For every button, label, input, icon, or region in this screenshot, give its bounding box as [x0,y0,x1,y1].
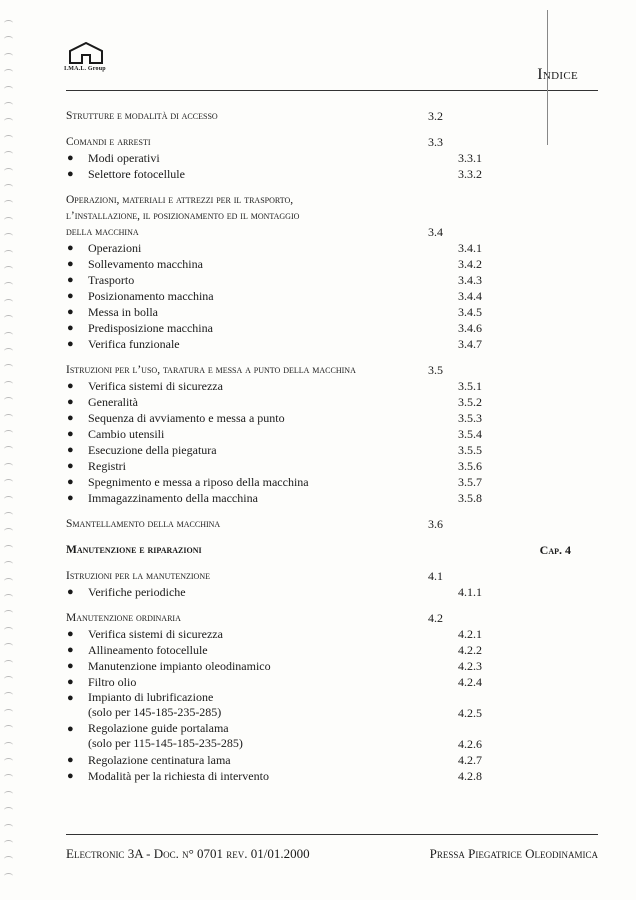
table-of-contents [66,108,606,784]
toc-section-row [66,208,606,224]
toc-item-number: 3.4.4 [458,289,482,303]
toc-item-row [66,304,606,320]
bullet-icon: ● [67,152,74,164]
binding-hole [4,250,13,256]
toc-item-title: Generalità [88,395,138,409]
binding-hole [4,856,13,862]
toc-section-title-line: Operazioni, materiali e attrezzi per il trasporto, [66,194,294,206]
binding-hole [4,102,13,108]
toc-item-row [66,150,606,166]
toc-item-number: 4.1.1 [458,585,482,599]
toc-section-title: Manutenzione e riparazioni [66,544,202,556]
bullet-icon: ● [67,660,74,672]
toc-item-number: 3.4.6 [458,321,482,335]
toc-item-number: 4.2.2 [458,643,482,657]
toc-item-row [66,458,606,474]
binding-hole [4,807,13,813]
toc-item-title: Modalità per la richiesta di intervento [88,769,269,783]
toc-item-row [66,626,606,642]
bullet-icon: ● [67,676,74,688]
binding-hole [4,200,13,206]
house-logo-icon [68,42,104,64]
toc-item-title: Selettore fotocellule [88,167,185,181]
toc-item-title: Verifica sistemi di sicurezza [88,627,223,641]
bullet-icon: ● [67,586,74,598]
binding-hole [4,36,13,42]
toc-section-title: Smantellamento della macchina [66,518,221,530]
toc-item-number: 4.2.8 [458,769,482,783]
binding-hole [4,332,13,338]
toc-item-row [66,584,606,600]
toc-item-number: 3.3.2 [458,167,482,181]
binding-hole [4,496,13,502]
toc-item-row [66,320,606,336]
toc-item-row [66,490,606,506]
toc-item-title-line: (solo per 115-145-185-235-285) [88,736,243,750]
footer-product-name: Pressa Piegatrice Oleodinamica [429,846,598,861]
toc-item-number: 4.2.4 [458,675,482,689]
toc-item-title: Operazioni [88,241,142,255]
binding-hole [4,512,13,518]
toc-section-number: 4.2 [428,611,443,625]
toc-item-number: 3.5.6 [458,459,482,473]
binding-hole [4,414,13,420]
toc-item-title: Messa in bolla [88,305,158,319]
binding-hole [4,610,13,616]
binding-hole [4,660,13,666]
toc-item-title: Predisposizione macchina [88,321,213,335]
toc-item-row [66,474,606,490]
toc-section-row [66,134,606,150]
binding-hole [4,824,13,830]
bullet-icon: ● [67,492,74,504]
toc-item-number: 3.4.7 [458,337,482,351]
toc-item-title: Manutenzione impianto oleodinamico [88,659,271,673]
toc-item-row [66,658,606,674]
bullet-icon: ● [67,322,74,334]
toc-item-title: Allineamento fotocellule [88,643,208,657]
bullet-icon: ● [67,306,74,318]
toc-item-number: 3.4.1 [458,241,482,255]
bullet-icon: ● [67,242,74,254]
binding-hole [4,446,13,452]
toc-section-title: Istruzioni per la manutenzione [66,570,210,582]
toc-item-title: Modi operativi [88,151,160,165]
toc-item-row [66,256,606,272]
toc-item-row [66,721,606,752]
toc-section-number: 3.5 [428,363,443,377]
toc-section-number: 3.4 [428,225,443,239]
binding-hole [4,791,13,797]
bullet-icon: ● [67,644,74,656]
binding-hole [4,774,13,780]
company-logo [64,42,124,72]
toc-item-title-line: Regolazione guide portalama [88,721,229,735]
toc-section-number: Cap. 4 [539,543,571,557]
toc-item-title-line: (solo per 145-185-235-285) [88,705,222,719]
binding-hole [4,758,13,764]
toc-chapter-row [66,542,606,558]
toc-item-row [66,336,606,352]
bullet-icon: ● [67,770,74,782]
binding-hole [4,676,13,682]
bullet-icon: ● [67,290,74,302]
toc-item-title: Immagazzinamento della macchina [88,491,258,505]
toc-section-title: Istruzioni per l’uso, taratura e messa a punto della macchina [66,364,356,376]
toc-section-row [66,224,606,240]
binding-hole [4,873,13,879]
binding-hole [4,528,13,534]
binding-hole [4,118,13,124]
toc-section-title-line: l’installazione, il posizionamento ed il montaggio [66,210,300,222]
binding-hole [4,348,13,354]
toc-section-number: 3.6 [428,517,443,531]
toc-item-number: 4.2.3 [458,659,482,673]
toc-item-row [66,768,606,784]
toc-section-title-line: della macchina [66,226,139,238]
toc-item-row [66,378,606,394]
toc-item-title: Spegnimento e messa a riposo della macchina [88,475,309,489]
binding-hole [4,266,13,272]
toc-item-title: Sequenza di avviamento e messa a punto [88,411,285,425]
toc-item-row [66,442,606,458]
toc-item-number: 4.2.5 [458,706,482,720]
binding-hole [4,725,13,731]
binding-hole [4,479,13,485]
binding-hole [4,20,13,26]
bullet-icon: ● [67,628,74,640]
toc-item-title: Regolazione centinatura lama [88,753,231,767]
toc-section-number: 4.1 [428,569,443,583]
toc-item-row [66,642,606,658]
toc-item-row [66,272,606,288]
logo-text: I.MA.L. Group [64,66,106,72]
toc-item-number: 3.4.2 [458,257,482,271]
toc-item-title: Filtro olio [88,675,137,689]
toc-item-title: Verifica sistemi di sicurezza [88,379,223,393]
toc-item-number: 3.4.3 [458,273,482,287]
toc-item-title [88,690,221,720]
binding-holes [4,20,16,880]
toc-section-row [66,610,606,626]
binding-hole [4,709,13,715]
bullet-icon: ● [67,444,74,456]
bullet-icon: ● [67,754,74,766]
footer-doc-info: Electronic 3A - Doc. n° 0701 rev. 01/01.2000 [66,846,310,861]
binding-hole [4,135,13,141]
binding-hole [4,315,13,321]
binding-hole [4,86,13,92]
binding-hole [4,627,13,633]
binding-hole [4,299,13,305]
toc-item-row [66,426,606,442]
toc-item-title: Verifiche periodiche [88,585,186,599]
binding-hole [4,364,13,370]
toc-item-number: 4.2.1 [458,627,482,641]
bullet-icon: ● [67,723,74,735]
binding-hole [4,430,13,436]
binding-hole [4,545,13,551]
toc-item-title: Esecuzione della piegatura [88,443,217,457]
toc-item-title: Registri [88,459,126,473]
binding-hole [4,282,13,288]
page-title: Indice [537,66,578,83]
toc-item-number: 3.5.2 [458,395,482,409]
toc-item-title: Cambio utensili [88,427,165,441]
toc-section-number: 3.3 [428,135,443,149]
bullet-icon: ● [67,168,74,180]
toc-section-row [66,568,606,584]
binding-hole [4,69,13,75]
toc-item-number: 3.5.8 [458,491,482,505]
binding-hole [4,643,13,649]
binding-hole [4,692,13,698]
toc-item-title: Verifica funzionale [88,337,180,351]
binding-hole [4,463,13,469]
binding-hole [4,184,13,190]
toc-item-row [66,752,606,768]
binding-hole [4,397,13,403]
toc-section-title: Manutenzione ordinaria [66,612,181,624]
bullet-icon: ● [67,412,74,424]
toc-item-row [66,674,606,690]
bullet-icon: ● [67,338,74,350]
toc-section-row [66,192,606,208]
toc-item-number: 3.3.1 [458,151,482,165]
binding-hole [4,381,13,387]
binding-hole [4,53,13,59]
binding-hole [4,742,13,748]
binding-hole [4,151,13,157]
toc-item-title [88,721,243,751]
bullet-icon: ● [67,258,74,270]
bullet-icon: ● [67,476,74,488]
binding-hole [4,578,13,584]
toc-item-title: Posizionamento macchina [88,289,214,303]
toc-item-number: 3.4.5 [458,305,482,319]
toc-section-row [66,362,606,378]
binding-hole [4,561,13,567]
binding-hole [4,217,13,223]
bullet-icon: ● [67,380,74,392]
toc-section-row [66,108,606,124]
toc-item-title-line: Impianto di lubrificazione [88,690,214,704]
footer-divider [66,834,598,835]
toc-item-row [66,166,606,182]
toc-item-row [66,410,606,426]
binding-hole [4,233,13,239]
toc-section-number: 3.2 [428,109,443,123]
bullet-icon: ● [67,460,74,472]
toc-item-number: 3.5.4 [458,427,482,441]
toc-item-title: Trasporto [88,273,135,287]
header-divider [66,90,598,91]
toc-item-row [66,394,606,410]
toc-item-row [66,690,606,721]
toc-item-title: Sollevamento macchina [88,257,203,271]
toc-item-number: 3.5.3 [458,411,482,425]
toc-item-row [66,240,606,256]
binding-hole [4,594,13,600]
toc-item-number: 3.5.7 [458,475,482,489]
toc-item-number: 3.5.5 [458,443,482,457]
toc-item-number: 4.2.6 [458,737,482,751]
toc-item-number: 4.2.7 [458,753,482,767]
binding-hole [4,840,13,846]
toc-section-title: Strutture e modalità di accesso [66,110,218,122]
bullet-icon: ● [67,274,74,286]
bullet-icon: ● [67,692,74,704]
toc-section-title: Comandi e arresti [66,136,151,148]
toc-item-number: 3.5.1 [458,379,482,393]
bullet-icon: ● [67,428,74,440]
toc-item-row [66,288,606,304]
toc-section-row [66,516,606,532]
binding-hole [4,168,13,174]
bullet-icon: ● [67,396,74,408]
